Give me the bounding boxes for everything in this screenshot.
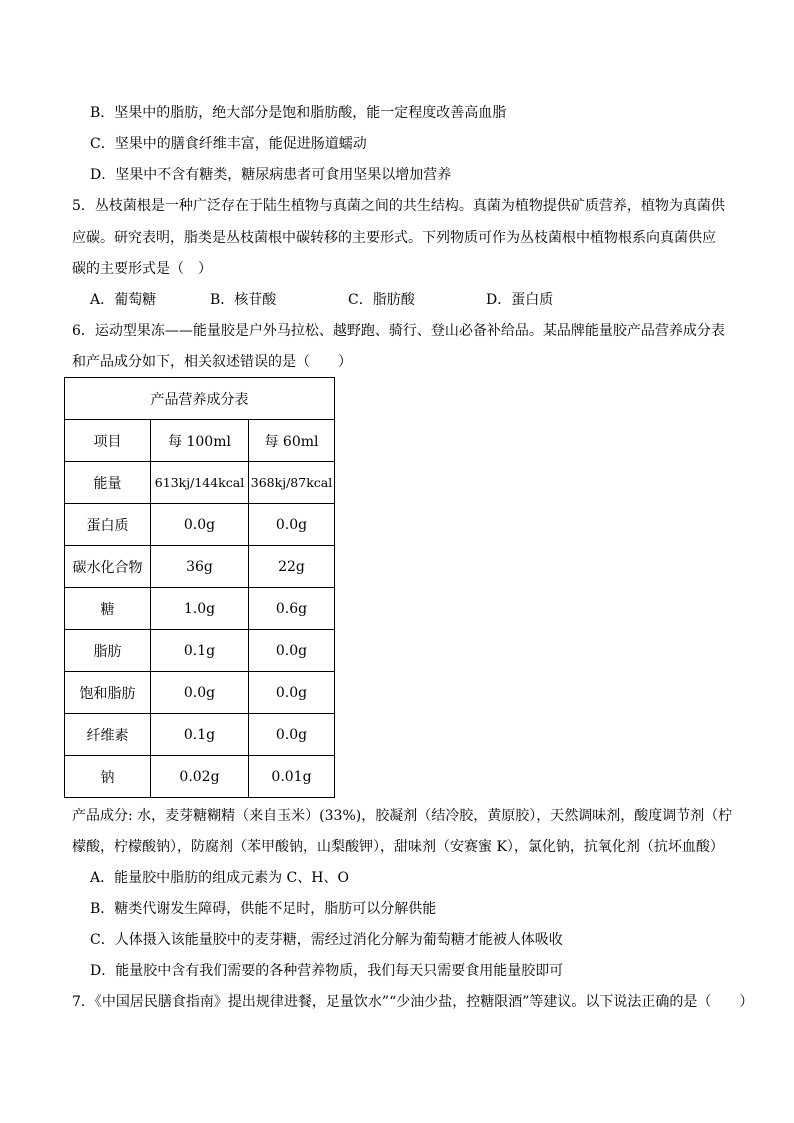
row-value-60ml: 0.0g [249,672,335,714]
row-value-60ml: 0.0g [249,714,335,756]
table-row [65,588,335,630]
header-per-100ml: 每 100ml [151,420,249,462]
header-item: 项目 [65,420,151,462]
q5-option-c: C．脂肪酸 [348,292,415,308]
row-value-100ml: 36g [151,546,249,588]
row-value-100ml: 0.1g [151,714,249,756]
table-header-row [65,420,335,462]
row-value-100ml: 0.0g [151,504,249,546]
row-label: 糖 [65,588,151,630]
q5-option-b: B．核苷酸 [210,292,277,308]
q6-option-c: C．人体摄入该能量胶中的麦芽糖，需经过消化分解为葡萄糖才能被人体吸收 [90,932,563,948]
q5-stem-line-1: 5．丛枝菌根是一种广泛存在于陆生植物与真菌之间的共生结构。真菌为植物提供矿质营养，植物为真菌供 [72,198,725,214]
table-row [65,756,335,798]
table-row [65,672,335,714]
nutrition-table [64,377,335,798]
row-value-100ml: 1.0g [151,588,249,630]
q6-stem-line-1: 6．运动型果冻——能量胶是户外马拉松、越野跑、骑行、登山必备补给品。某品牌能量胶产品营养成分表 [72,323,725,339]
q7-stem: 7．《中国居民膳食指南》提出规律进餐，足量饮水”“少油少盐，控糖限酒”等建议。以下说法正确的是（ ） [72,994,754,1010]
table-row [65,714,335,756]
row-label: 碳水化合物 [65,546,151,588]
q4-option-d: D．坚果中不含有糖类，糖尿病患者可食用坚果以增加营养 [90,167,452,183]
q5-stem-line-3: 碳的主要形式是（ ） [72,261,212,277]
table-row [65,630,335,672]
row-value-100ml: 0.0g [151,672,249,714]
table-row [65,546,335,588]
q4-option-c: C．坚果中的膳食纤维丰富，能促进肠道蠕动 [90,136,367,152]
row-value-100ml: 0.02g [151,756,249,798]
table-title: 产品营养成分表 [65,378,335,420]
row-value-60ml: 0.0g [249,504,335,546]
row-label: 蛋白质 [65,504,151,546]
q6-option-a: A．能量胶中脂肪的组成元素为 C、H、O [90,870,349,886]
row-label: 钠 [65,756,151,798]
q6-ingredients-line-1: 产品成分: 水，麦芽糖糊精（来自玉米）(33%)，胶凝剂（结冷胶，黄原胶），天然调味剂，酸度调节剂（柠 [72,808,733,824]
row-value-100ml: 613kj/144kcal [151,462,249,504]
q4-option-b: B．坚果中的脂肪，绝大部分是饱和脂肪酸，能一定程度改善高血脂 [90,105,507,121]
table-row [65,504,335,546]
row-value-60ml: 22g [249,546,335,588]
row-label: 能量 [65,462,151,504]
row-value-60ml: 0.0g [249,630,335,672]
row-label: 纤维素 [65,714,151,756]
row-label: 脂肪 [65,630,151,672]
row-value-100ml: 0.1g [151,630,249,672]
q5-option-a: A．葡萄糖 [90,292,157,308]
q6-option-b: B．糖类代谢发生障碍，供能不足时，脂肪可以分解供能 [90,901,437,917]
row-value-60ml: 0.01g [249,756,335,798]
q5-stem-line-2: 应碳。研究表明，脂类是丛枝菌根中碳转移的主要形式。下列物质可作为丛枝菌根中植物根系向真菌供应 [72,230,716,246]
row-value-60ml: 0.6g [249,588,335,630]
q6-stem-line-2: 和产品成分如下，相关叙述错误的是（ ） [72,354,352,370]
row-value-60ml: 368kj/87kcal [249,462,335,504]
q6-option-d: D．能量胶中含有我们需要的各种营养物质，我们每天只需要食用能量胶即可 [90,963,564,979]
q6-ingredients-line-2: 檬酸，柠檬酸钠），防腐剂（苯甲酸钠，山梨酸钾），甜味剂（安赛蜜 K），氯化钠，抗氧化剂（抗坏血酸） [72,839,724,855]
q5-option-d: D．蛋白质 [486,292,554,308]
table-row [65,462,335,504]
header-per-60ml: 每 60ml [249,420,335,462]
row-label: 饱和脂肪 [65,672,151,714]
